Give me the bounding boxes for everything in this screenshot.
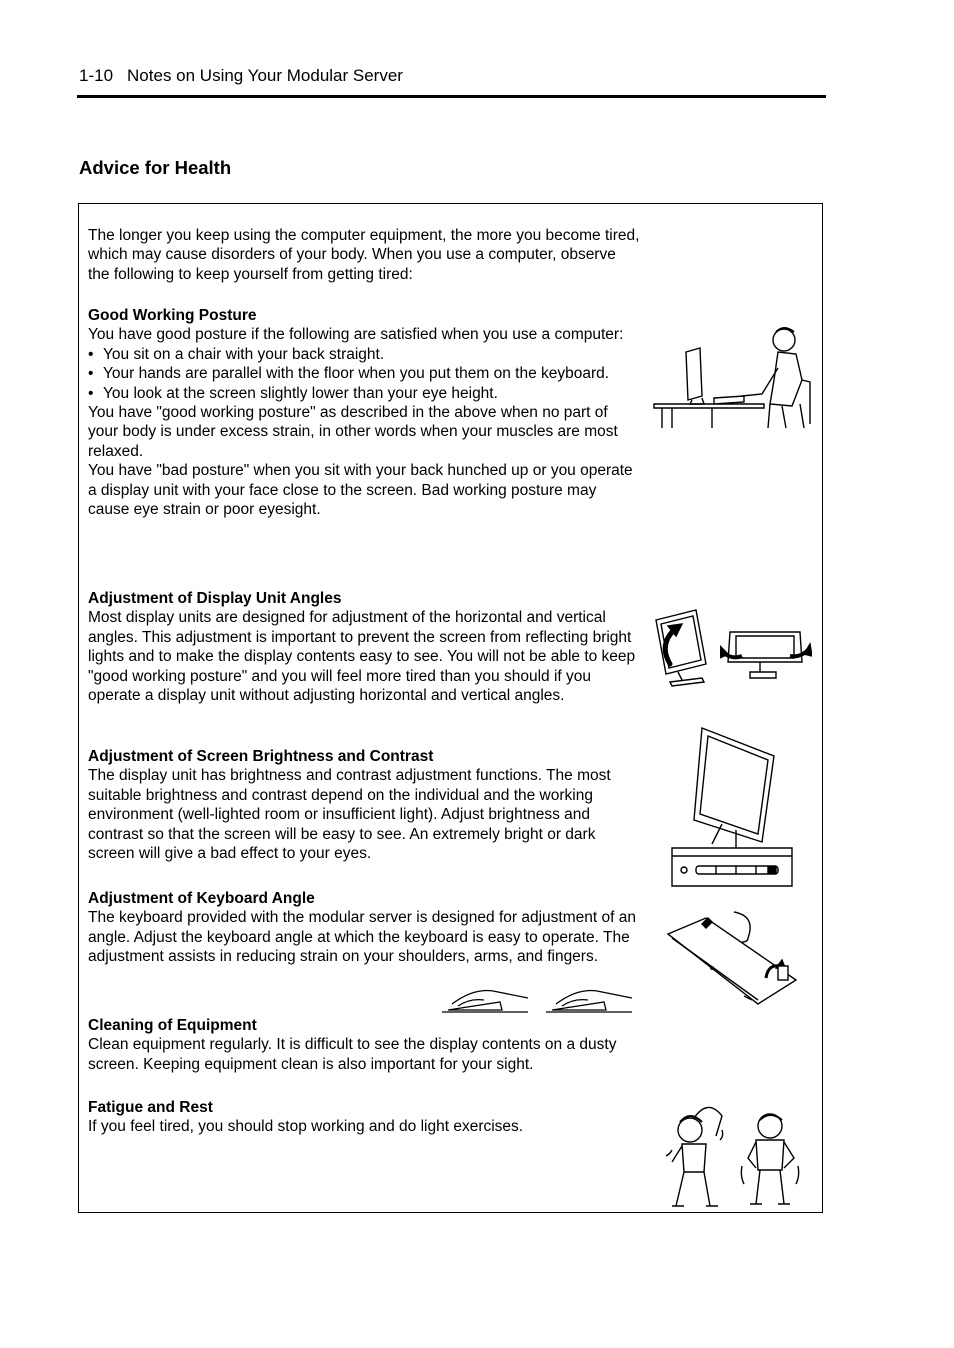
keyboard-angle-icon: [664, 908, 798, 1016]
posture-heading: Good Working Posture: [88, 307, 257, 324]
intro-text: The longer you keep using the computer equipment, the more you become tired, which may cause disorders of your body. When you use a computer, observe the following to keep yourself from getting tired:: [88, 227, 640, 283]
posture-section: [88, 306, 640, 519]
monitor-tilt-icon: [652, 608, 710, 688]
keyboard-heading: Adjustment of Keyboard Angle: [88, 890, 315, 907]
posture-para-bad: You have "bad posture" when you sit with your back hunched up or you operate a display unit with your face close to the screen. Bad working posture may cause eye strain or poor eyesight.: [88, 462, 633, 519]
keyboard-body: The keyboard provided with the modular server is designed for adjustment of an angle. Adjust the keyboard angle at which the keyboard is easy to operate. The adjustment assists in reducing strain on your shoulders, arms, and fingers.: [88, 909, 636, 966]
posture-para-good: You have "good working posture" as described in the above when no part of your body is under excess strain, in other words when your muscles are most relaxed.: [88, 404, 618, 460]
page-number: 1-10: [79, 66, 114, 85]
angles-heading: Adjustment of Display Unit Angles: [88, 590, 342, 607]
posture-list: [88, 345, 640, 403]
exercising-people-icon: [664, 1096, 804, 1210]
list-item: • You sit on a chair with your back straight.: [88, 345, 640, 364]
intro-block: [88, 226, 640, 284]
cleaning-heading: Cleaning of Equipment: [88, 1017, 257, 1034]
brightness-body: The display unit has brightness and contrast adjustment functions. The most suitable brightness and contrast depend on the individual and the working environment (well-lighted room or insufficient light). Adjust brightness and contrast so that the screen will be easy to see. An extremely bright or dark screen will give a bad effect to your eyes.: [88, 767, 611, 863]
angles-body: Most display units are designed for adjustment of the horizontal and vertical angles. This adjustment is important to prevent the screen from reflecting bright lights and to make the display contents easy to see. You will not be able to keep "good working posture" and you will feel more tired than you should if you operate a display unit without adjusting horizontal and vertical angles.: [88, 609, 636, 705]
posture-lead: You have good posture if the following are satisfied when you use a computer:: [88, 326, 624, 344]
rest-heading: Fatigue and Rest: [88, 1099, 213, 1116]
angles-section: [88, 589, 640, 705]
page-header: [79, 66, 403, 86]
keyboard-section: [88, 889, 640, 967]
rest-section: [88, 1098, 640, 1137]
rest-body: If you feel tired, you should stop working and do light exercises.: [88, 1118, 524, 1136]
brightness-heading: Adjustment of Screen Brightness and Contrast: [88, 748, 434, 765]
header-rule: [77, 95, 826, 98]
list-item: • Your hands are parallel with the floor when you put them on the keyboard.: [88, 364, 640, 383]
cleaning-section: [88, 1016, 640, 1074]
section-title: Advice for Health: [79, 157, 232, 178]
person-at-desk-icon: [652, 324, 814, 430]
brightness-section: [88, 747, 640, 863]
monitor-swivel-icon: [720, 628, 812, 682]
list-item: • You look at the screen slightly lower than your eye height.: [88, 384, 640, 403]
monitor-controls-icon: [670, 726, 796, 888]
cleaning-body: Clean equipment regularly. It is difficult to see the display contents on a dusty screen. Keeping equipment clean is also important for your sight.: [88, 1036, 617, 1073]
header-title: Notes on Using Your Modular Server: [127, 66, 403, 85]
hands-on-keyboard-icon: [440, 986, 636, 1016]
